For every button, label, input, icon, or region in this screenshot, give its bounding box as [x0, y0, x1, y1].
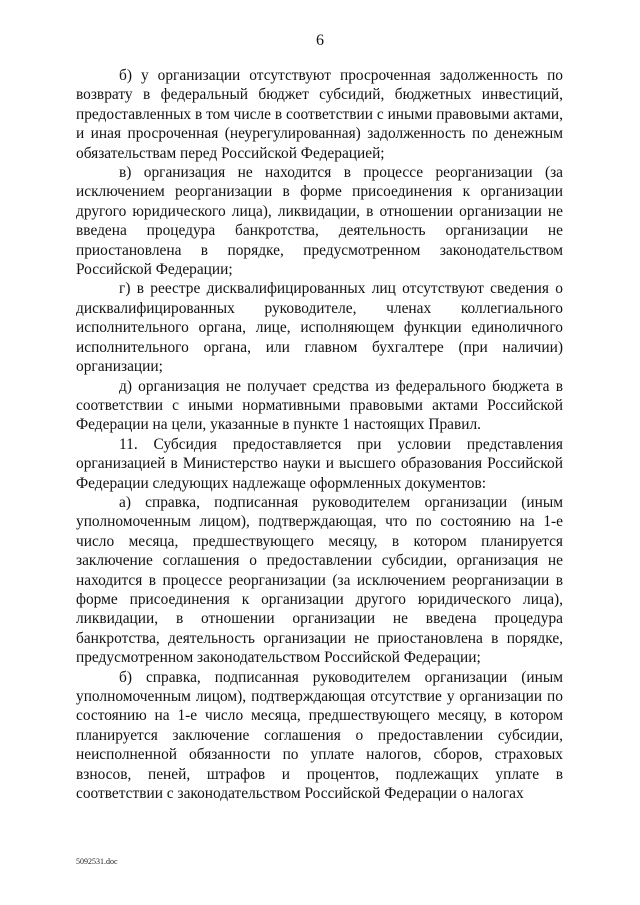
document-filename: 5092531.doc	[76, 857, 118, 866]
paragraph-v-reorganization: в) организация не находится в процессе реорганизации (за исключением реорганизации в форме присоединения к организации другого юридического лица), ликвидации, в отношении организации не введена процедура банкротства, деятельность организации не приостановлена в порядке, предусмотренном законодательством Российской Федерации;	[76, 164, 563, 279]
paragraph-11-subsidy: 11. Субсидия предоставляется при условии представления организацией в Министерство науки и высшего образования Российской Федерации следующих надлежаще оформленных документов:	[76, 435, 563, 492]
paragraph-a-certificate: а) справка, подписанная руководителем организации (иным уполномоченным лицом), подтверждающая, что по состоянию на 1-е число месяца, предшествующего месяцу, в котором планируется заключение соглашения о предоставлении субсидии, организация не находится в процессе реорганизации (за исключением реорганизации в форме присоединения к организации другого юридического лица), ликвидации, в отношении организации не введена процедура банкротства, деятельность организации не приостановлена в порядке, предусмотренном законодательством Российской Федерации;	[76, 493, 563, 667]
paragraph-d-federal-budget: д) организация не получает средства из федерального бюджета в соответствии с иными нормативными правовыми актами Российской Федерации на цели, указанные в пункте 1 настоящих Правил.	[76, 377, 563, 434]
page-number: 6	[316, 32, 324, 49]
document-body	[76, 66, 563, 803]
paragraph-g-disqualified: г) в реестре дисквалифицированных лиц отсутствуют сведения о дисквалифицированных руководителе, членах коллегиального исполнительного органа, лице, исполняющем функции единоличного исполнительного органа, или главном бухгалтере (при наличии) организации;	[76, 280, 563, 376]
paragraph-b-certificate: б) справка, подписанная руководителем организации (иным уполномоченным лицом), подтверждающая отсутствие у организации по состоянию на 1-е число месяца, предшествующего месяцу, в котором планируется заключение соглашения о предоставлении субсидии, неисполненной обязанности по уплате налогов, сборов, страховых взносов, пеней, штрафов и процентов, подлежащих уплате в соответствии с законодательством Российской Федерации о налогах	[76, 668, 563, 803]
paragraph-b-debt: б) у организации отсутствуют просроченная задолженность по возврату в федеральный бюджет субсидий, бюджетных инвестиций, предоставленных в том числе в соответствии с иными правовыми актами, и иная просроченная (неурегулированная) задолженность по денежным обязательствам перед Российской Федерацией;	[76, 67, 563, 162]
